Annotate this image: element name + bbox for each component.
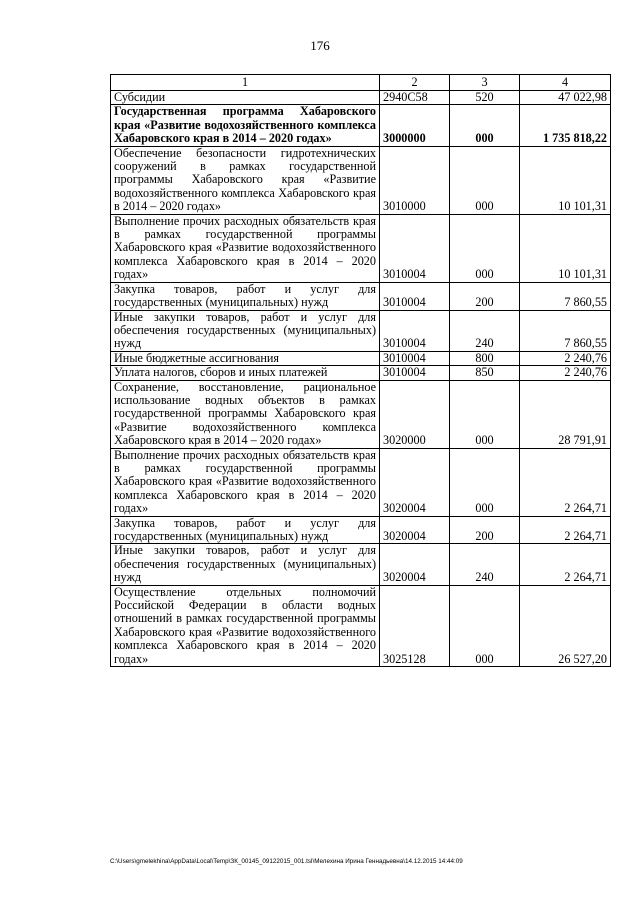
table-row	[111, 105, 611, 146]
table-header-row	[111, 75, 611, 91]
table-row	[111, 282, 611, 310]
row-code: 3010000	[380, 146, 450, 214]
row-code: 3010004	[380, 366, 450, 380]
row-code: 3020004	[380, 544, 450, 585]
table-row	[111, 366, 611, 380]
row-kvr: 200	[450, 516, 520, 544]
row-name: Иные закупки товаров, работ и услуг для обеспечения государственных (муниципальных) нужд	[111, 310, 380, 351]
table-row	[111, 380, 611, 448]
page-number: 176	[310, 38, 330, 53]
row-sum: 28 791,91	[520, 380, 611, 448]
row-kvr: 000	[450, 585, 520, 666]
header-col-3: 3	[450, 75, 520, 91]
row-sum: 2 264,71	[520, 544, 611, 585]
header-col-1: 1	[111, 75, 380, 91]
table-row	[111, 310, 611, 351]
row-kvr: 000	[450, 448, 520, 516]
row-code: 3020004	[380, 516, 450, 544]
row-sum: 10 101,31	[520, 146, 611, 214]
row-sum: 47 022,98	[520, 91, 611, 105]
row-code: 3020000	[380, 380, 450, 448]
row-kvr: 800	[450, 351, 520, 365]
row-kvr: 000	[450, 380, 520, 448]
row-sum: 26 527,20	[520, 585, 611, 666]
row-code: 3025128	[380, 585, 450, 666]
row-code: 3010004	[380, 310, 450, 351]
table-body	[111, 91, 611, 667]
table-row	[111, 448, 611, 516]
row-kvr: 000	[450, 105, 520, 146]
row-kvr: 000	[450, 146, 520, 214]
row-sum: 7 860,55	[520, 310, 611, 351]
row-kvr: 240	[450, 544, 520, 585]
row-sum: 1 735 818,22	[520, 105, 611, 146]
row-kvr: 520	[450, 91, 520, 105]
row-code: 3010004	[380, 282, 450, 310]
row-code: 3000000	[380, 105, 450, 146]
row-sum: 2 240,76	[520, 366, 611, 380]
row-code: 3020004	[380, 448, 450, 516]
row-name: Закупка товаров, работ и услуг для государственных (муниципальных) нужд	[111, 516, 380, 544]
table-row	[111, 146, 611, 214]
row-name: Осуществление отдельных полномочий Российской Федерации в области водных отношений в рамках государственной программы Хабаровского края «Развитие водохозяйственного комплекса Хабаровского края в 2014 – 2020 годах»	[111, 585, 380, 666]
row-name: Выполнение прочих расходных обязательств края в рамках государственной программы Хабаровского края «Развитие водохозяйственного комплекса Хабаровского края в 2014 – 2020 годах»	[111, 448, 380, 516]
row-name: Закупка товаров, работ и услуг для государственных (муниципальных) нужд	[111, 282, 380, 310]
budget-table	[110, 74, 611, 667]
row-name: Уплата налогов, сборов и иных платежей	[111, 366, 380, 380]
header-col-4: 4	[520, 75, 611, 91]
row-code: 3010004	[380, 351, 450, 365]
row-sum: 7 860,55	[520, 282, 611, 310]
row-name: Выполнение прочих расходных обязательств края в рамках государственной программы Хабаровского края «Развитие водохозяйственного комплекса Хабаровского края в 2014 – 2020 годах»	[111, 214, 380, 282]
row-sum: 10 101,31	[520, 214, 611, 282]
table-row	[111, 544, 611, 585]
table-row	[111, 351, 611, 365]
file-path-footer: C:\Users\gmelekhina\AppData\Local\Temp\ЗК_00145_09122015_001.tsl\Мелехина Ирина Геннадьевна\14.12.2015 14:44:09	[110, 858, 463, 865]
row-name: Субсидии	[111, 91, 380, 105]
row-name: Иные бюджетные ассигнования	[111, 351, 380, 365]
table-row	[111, 214, 611, 282]
row-kvr: 850	[450, 366, 520, 380]
table-row	[111, 585, 611, 666]
row-name: Государственная программа Хабаровского края «Развитие водохозяйственного комплекса Хабаровского края в 2014 – 2020 годах»	[111, 105, 380, 146]
row-code: 3010004	[380, 214, 450, 282]
row-name: Сохранение, восстановление, рациональное использование водных объектов в рамках государственной программы Хабаровского края «Развитие водохозяйственного комплекса Хабаровского края в 2014 – 2020 годах»	[111, 380, 380, 448]
table-row	[111, 516, 611, 544]
row-kvr: 240	[450, 310, 520, 351]
row-name: Обеспечение безопасности гидротехнических сооружений в рамках государственной программы Хабаровского края «Развитие водохозяйственного комплекса Хабаровского края в 2014 – 2020 годах»	[111, 146, 380, 214]
row-code: 2940С58	[380, 91, 450, 105]
row-kvr: 200	[450, 282, 520, 310]
row-name: Иные закупки товаров, работ и услуг для обеспечения государственных (муниципальных) нужд	[111, 544, 380, 585]
row-sum: 2 264,71	[520, 448, 611, 516]
row-sum: 2 240,76	[520, 351, 611, 365]
table-row	[111, 91, 611, 105]
row-sum: 2 264,71	[520, 516, 611, 544]
row-kvr: 000	[450, 214, 520, 282]
header-col-2: 2	[380, 75, 450, 91]
